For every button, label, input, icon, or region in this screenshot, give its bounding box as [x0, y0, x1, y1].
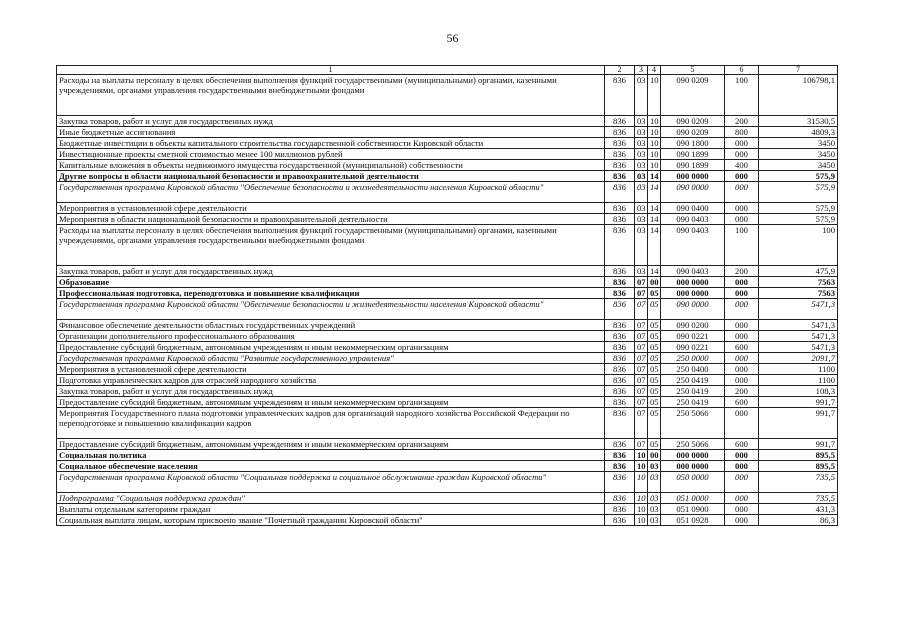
row-podrazdel: 10 — [648, 138, 661, 149]
row-razdel: 03 — [635, 75, 648, 116]
row-target-article: 250 0419 — [661, 386, 725, 397]
row-expense-type: 000 — [725, 299, 759, 320]
row-expense-type: 000 — [725, 214, 759, 225]
row-podrazdel: 05 — [648, 342, 661, 353]
row-expense-type: 000 — [725, 461, 759, 472]
column-number: 3 — [635, 66, 648, 75]
row-amount: 575,9 — [759, 214, 838, 225]
row-target-article: 090 0403 — [661, 225, 725, 266]
row-grbs: 836 — [605, 288, 635, 299]
row-amount: 991,7 — [759, 439, 838, 450]
budget-table — [56, 65, 838, 526]
table-row — [57, 375, 838, 386]
row-razdel: 03 — [635, 225, 648, 266]
row-grbs: 836 — [605, 75, 635, 116]
row-podrazdel: 05 — [648, 439, 661, 450]
row-razdel: 10 — [635, 450, 648, 461]
row-razdel: 10 — [635, 515, 648, 526]
row-razdel: 07 — [635, 353, 648, 364]
row-grbs: 836 — [605, 214, 635, 225]
row-name: Государственная программа Кировской области "Развитие государственного управления" — [57, 353, 605, 364]
row-podrazdel: 14 — [648, 203, 661, 214]
row-grbs: 836 — [605, 203, 635, 214]
table-row — [57, 225, 838, 266]
row-name: Расходы на выплаты персоналу в целях обеспечения выполнения функций государственными (муниципальными) органами, казенными учреждениями, органами управления государственными внебюджетными фондами — [57, 75, 605, 116]
row-expense-type: 000 — [725, 149, 759, 160]
row-expense-type: 000 — [725, 515, 759, 526]
row-target-article: 090 0400 — [661, 203, 725, 214]
row-grbs: 836 — [605, 266, 635, 277]
table-row — [57, 149, 838, 160]
row-target-article: 000 0000 — [661, 171, 725, 182]
row-razdel: 07 — [635, 331, 648, 342]
row-grbs: 836 — [605, 127, 635, 138]
table-row — [57, 450, 838, 461]
row-amount: 991,7 — [759, 408, 838, 439]
row-podrazdel: 05 — [648, 364, 661, 375]
row-name: Выплаты отдельным категориям граждан — [57, 504, 605, 515]
row-razdel: 10 — [635, 461, 648, 472]
row-grbs: 836 — [605, 472, 635, 493]
row-grbs: 836 — [605, 375, 635, 386]
table-row — [57, 320, 838, 331]
row-razdel: 07 — [635, 277, 648, 288]
row-razdel: 03 — [635, 182, 648, 203]
row-target-article: 000 0000 — [661, 288, 725, 299]
row-podrazdel: 00 — [648, 450, 661, 461]
row-expense-type: 200 — [725, 266, 759, 277]
row-grbs: 836 — [605, 299, 635, 320]
row-grbs: 836 — [605, 408, 635, 439]
row-razdel: 07 — [635, 320, 648, 331]
row-grbs: 836 — [605, 171, 635, 182]
row-podrazdel: 03 — [648, 472, 661, 493]
row-target-article: 090 0209 — [661, 127, 725, 138]
row-podrazdel: 05 — [648, 353, 661, 364]
row-grbs: 836 — [605, 439, 635, 450]
row-expense-type: 200 — [725, 116, 759, 127]
table-row — [57, 182, 838, 203]
row-name: Инвестиционные проекты сметной стоимостью менее 100 миллионов рублей — [57, 149, 605, 160]
row-target-article: 090 0403 — [661, 266, 725, 277]
row-target-article: 090 0209 — [661, 75, 725, 116]
row-podrazdel: 10 — [648, 160, 661, 171]
row-amount: 431,3 — [759, 504, 838, 515]
row-razdel: 03 — [635, 138, 648, 149]
row-expense-type: 000 — [725, 288, 759, 299]
row-name: Социальное обеспечение населения — [57, 461, 605, 472]
row-name: Расходы на выплаты персоналу в целях обеспечения выполнения функций государственными (муниципальными) органами, казенными учреждениями, органами управления государственными внебюджетными фондами — [57, 225, 605, 266]
row-razdel: 03 — [635, 160, 648, 171]
table-row — [57, 353, 838, 364]
row-razdel: 07 — [635, 397, 648, 408]
row-amount: 106798,1 — [759, 75, 838, 116]
row-amount: 7563 — [759, 277, 838, 288]
row-grbs: 836 — [605, 364, 635, 375]
row-target-article: 090 0000 — [661, 299, 725, 320]
row-razdel: 07 — [635, 386, 648, 397]
column-number: 1 — [57, 66, 605, 75]
row-name: Подпрограмма "Социальная поддержка граждан" — [57, 493, 605, 504]
row-name: Мероприятия в установленной сфере деятельности — [57, 364, 605, 375]
row-razdel: 10 — [635, 493, 648, 504]
row-podrazdel: 14 — [648, 171, 661, 182]
row-target-article: 250 0419 — [661, 397, 725, 408]
table-row — [57, 342, 838, 353]
table-row — [57, 138, 838, 149]
row-amount: 5471,3 — [759, 299, 838, 320]
row-grbs: 836 — [605, 515, 635, 526]
row-name: Государственная программа Кировской области "Социальная поддержка и социальное обслуживание граждан Кировской области" — [57, 472, 605, 493]
column-number: 7 — [759, 66, 838, 75]
row-razdel: 03 — [635, 203, 648, 214]
row-expense-type: 600 — [725, 397, 759, 408]
row-target-article: 250 0419 — [661, 375, 725, 386]
row-razdel: 03 — [635, 149, 648, 160]
table-row — [57, 127, 838, 138]
row-grbs: 836 — [605, 138, 635, 149]
row-podrazdel: 03 — [648, 461, 661, 472]
table-row — [57, 364, 838, 375]
row-expense-type: 000 — [725, 171, 759, 182]
row-target-article: 000 0000 — [661, 450, 725, 461]
row-amount: 575,9 — [759, 182, 838, 203]
table-row — [57, 472, 838, 493]
row-expense-type: 000 — [725, 450, 759, 461]
row-name: Образование — [57, 277, 605, 288]
row-razdel: 07 — [635, 375, 648, 386]
row-amount: 1100 — [759, 364, 838, 375]
row-podrazdel: 14 — [648, 214, 661, 225]
row-name: Закупка товаров, работ и услуг для государственных нужд — [57, 116, 605, 127]
row-grbs: 836 — [605, 450, 635, 461]
row-amount: 3450 — [759, 138, 838, 149]
row-amount: 31530,5 — [759, 116, 838, 127]
row-amount: 735,5 — [759, 472, 838, 493]
table-row — [57, 288, 838, 299]
row-name: Другие вопросы в области национальной безопасности и правоохранительной деятельности — [57, 171, 605, 182]
table-row — [57, 277, 838, 288]
row-podrazdel: 00 — [648, 277, 661, 288]
row-razdel: 03 — [635, 127, 648, 138]
column-number-row — [57, 66, 838, 75]
row-podrazdel: 05 — [648, 288, 661, 299]
table-row — [57, 299, 838, 320]
row-grbs: 836 — [605, 149, 635, 160]
row-amount: 100 — [759, 225, 838, 266]
table-row — [57, 504, 838, 515]
table-row — [57, 331, 838, 342]
row-podrazdel: 05 — [648, 320, 661, 331]
row-amount: 5471,3 — [759, 320, 838, 331]
row-podrazdel: 05 — [648, 375, 661, 386]
row-name: Предоставление субсидий бюджетным, автономным учреждениям и иным некоммерческим организациям — [57, 397, 605, 408]
row-name: Организации дополнительного профессионального образования — [57, 331, 605, 342]
row-grbs: 836 — [605, 182, 635, 203]
row-target-article: 090 0209 — [661, 116, 725, 127]
row-target-article: 090 1899 — [661, 149, 725, 160]
row-name: Мероприятия в установленной сфере деятельности — [57, 203, 605, 214]
row-target-article: 250 0400 — [661, 364, 725, 375]
row-target-article: 051 0928 — [661, 515, 725, 526]
row-target-article: 090 0200 — [661, 320, 725, 331]
row-name: Мероприятия Государственного плана подготовки управленческих кадров для организаций народного хозяйства Российской Федерации по переподготовке и повышению квалификации кадров — [57, 408, 605, 439]
row-amount: 5471,3 — [759, 331, 838, 342]
row-expense-type: 000 — [725, 375, 759, 386]
row-razdel: 10 — [635, 504, 648, 515]
row-expense-type: 000 — [725, 320, 759, 331]
row-podrazdel: 05 — [648, 386, 661, 397]
page-number: 56 — [446, 31, 459, 45]
row-name: Подготовка управленческих кадров для отраслей народного хозяйства — [57, 375, 605, 386]
row-grbs: 836 — [605, 331, 635, 342]
row-razdel: 07 — [635, 408, 648, 439]
row-razdel: 10 — [635, 472, 648, 493]
table-row — [57, 203, 838, 214]
row-target-article: 090 0221 — [661, 342, 725, 353]
table-row — [57, 160, 838, 171]
row-amount: 3450 — [759, 160, 838, 171]
row-podrazdel: 03 — [648, 493, 661, 504]
row-name: Государственная программа Кировской области "Обеспечение безопасности и жизнедеятельности населения Кировской области" — [57, 299, 605, 320]
row-name: Мероприятия в области национальной безопасности и правоохранительной деятельности — [57, 214, 605, 225]
row-amount: 895,5 — [759, 461, 838, 472]
row-razdel: 07 — [635, 288, 648, 299]
row-podrazdel: 03 — [648, 504, 661, 515]
row-name: Государственная программа Кировской области "Обеспечение безопасности и жизнедеятельности населения Кировской области" — [57, 182, 605, 203]
row-grbs: 836 — [605, 353, 635, 364]
row-razdel: 07 — [635, 364, 648, 375]
row-amount: 3450 — [759, 149, 838, 160]
row-podrazdel: 10 — [648, 149, 661, 160]
row-amount: 2091,7 — [759, 353, 838, 364]
row-target-article: 050 0000 — [661, 472, 725, 493]
table-row — [57, 266, 838, 277]
row-grbs: 836 — [605, 386, 635, 397]
row-target-article: 090 1899 — [661, 160, 725, 171]
row-grbs: 836 — [605, 116, 635, 127]
row-expense-type: 000 — [725, 203, 759, 214]
row-expense-type: 100 — [725, 225, 759, 266]
row-target-article: 090 1800 — [661, 138, 725, 149]
row-name: Социальная политика — [57, 450, 605, 461]
row-target-article: 250 0000 — [661, 353, 725, 364]
row-grbs: 836 — [605, 461, 635, 472]
row-amount: 735,5 — [759, 493, 838, 504]
row-target-article: 000 0000 — [661, 461, 725, 472]
row-grbs: 836 — [605, 225, 635, 266]
row-amount: 4809,3 — [759, 127, 838, 138]
row-amount: 7563 — [759, 288, 838, 299]
row-name: Профессиональная подготовка, переподготовка и повышение квалификации — [57, 288, 605, 299]
row-expense-type: 000 — [725, 138, 759, 149]
row-name: Бюджетные инвестиции в объекты капитального строительства государственной собственности Кировской области — [57, 138, 605, 149]
row-expense-type: 000 — [725, 277, 759, 288]
row-expense-type: 400 — [725, 160, 759, 171]
row-podrazdel: 10 — [648, 75, 661, 116]
row-amount: 991,7 — [759, 397, 838, 408]
row-amount: 1100 — [759, 375, 838, 386]
column-number: 2 — [605, 66, 635, 75]
row-razdel: 03 — [635, 214, 648, 225]
row-amount: 575,9 — [759, 203, 838, 214]
row-expense-type: 000 — [725, 182, 759, 203]
row-amount: 895,5 — [759, 450, 838, 461]
table-row — [57, 515, 838, 526]
row-target-article: 051 0900 — [661, 504, 725, 515]
row-target-article: 090 0000 — [661, 182, 725, 203]
table-row — [57, 386, 838, 397]
row-target-article: 000 0000 — [661, 277, 725, 288]
row-name: Капитальные вложения в объекты недвижимого имущества государственной (муниципальной) собственности — [57, 160, 605, 171]
row-expense-type: 000 — [725, 504, 759, 515]
row-expense-type: 000 — [725, 331, 759, 342]
row-grbs: 836 — [605, 342, 635, 353]
row-grbs: 836 — [605, 320, 635, 331]
row-expense-type: 000 — [725, 472, 759, 493]
row-expense-type: 600 — [725, 439, 759, 450]
table-row — [57, 214, 838, 225]
row-name: Закупка товаров, работ и услуг для государственных нужд — [57, 386, 605, 397]
row-grbs: 836 — [605, 277, 635, 288]
row-razdel: 07 — [635, 299, 648, 320]
row-expense-type: 000 — [725, 493, 759, 504]
row-amount: 575,9 — [759, 171, 838, 182]
row-amount: 475,9 — [759, 266, 838, 277]
row-expense-type: 600 — [725, 342, 759, 353]
row-grbs: 836 — [605, 160, 635, 171]
row-name: Предоставление субсидий бюджетным, автономным учреждениям и иным некоммерческим организациям — [57, 342, 605, 353]
row-grbs: 836 — [605, 504, 635, 515]
row-expense-type: 000 — [725, 364, 759, 375]
row-target-article: 090 0221 — [661, 331, 725, 342]
row-name: Иные бюджетные ассигнования — [57, 127, 605, 138]
table-row — [57, 493, 838, 504]
row-expense-type: 000 — [725, 353, 759, 364]
column-number: 5 — [661, 66, 725, 75]
column-number: 6 — [725, 66, 759, 75]
column-number: 4 — [648, 66, 661, 75]
row-amount: 5471,3 — [759, 342, 838, 353]
row-name: Финансовое обеспечение деятельности областных государственных учреждений — [57, 320, 605, 331]
row-podrazdel: 05 — [648, 408, 661, 439]
row-name: Закупка товаров, работ и услуг для государственных нужд — [57, 266, 605, 277]
row-grbs: 836 — [605, 493, 635, 504]
row-amount: 86,3 — [759, 515, 838, 526]
row-target-article: 051 0000 — [661, 493, 725, 504]
row-podrazdel: 10 — [648, 116, 661, 127]
row-expense-type: 800 — [725, 127, 759, 138]
row-expense-type: 000 — [725, 408, 759, 439]
row-razdel: 07 — [635, 342, 648, 353]
row-podrazdel: 05 — [648, 331, 661, 342]
row-razdel: 03 — [635, 266, 648, 277]
table-row — [57, 461, 838, 472]
row-razdel: 03 — [635, 116, 648, 127]
row-podrazdel: 03 — [648, 515, 661, 526]
table-row — [57, 116, 838, 127]
row-razdel: 03 — [635, 171, 648, 182]
row-target-article: 090 0403 — [661, 214, 725, 225]
row-podrazdel: 14 — [648, 266, 661, 277]
row-podrazdel: 14 — [648, 225, 661, 266]
row-target-article: 250 5066 — [661, 408, 725, 439]
row-target-article: 250 5066 — [661, 439, 725, 450]
row-podrazdel: 05 — [648, 397, 661, 408]
row-podrazdel: 05 — [648, 299, 661, 320]
table-row — [57, 75, 838, 116]
row-amount: 108,3 — [759, 386, 838, 397]
row-razdel: 07 — [635, 439, 648, 450]
table-row — [57, 439, 838, 450]
row-name: Предоставление субсидий бюджетным, автономным учреждениям и иным некоммерческим организациям — [57, 439, 605, 450]
table-row — [57, 408, 838, 439]
row-name: Социальная выплата лицам, которым присвоено звание "Почетный гражданин Кировской области" — [57, 515, 605, 526]
table-row — [57, 171, 838, 182]
row-expense-type: 100 — [725, 75, 759, 116]
row-grbs: 836 — [605, 397, 635, 408]
row-expense-type: 200 — [725, 386, 759, 397]
row-podrazdel: 10 — [648, 127, 661, 138]
table-row — [57, 397, 838, 408]
row-podrazdel: 14 — [648, 182, 661, 203]
